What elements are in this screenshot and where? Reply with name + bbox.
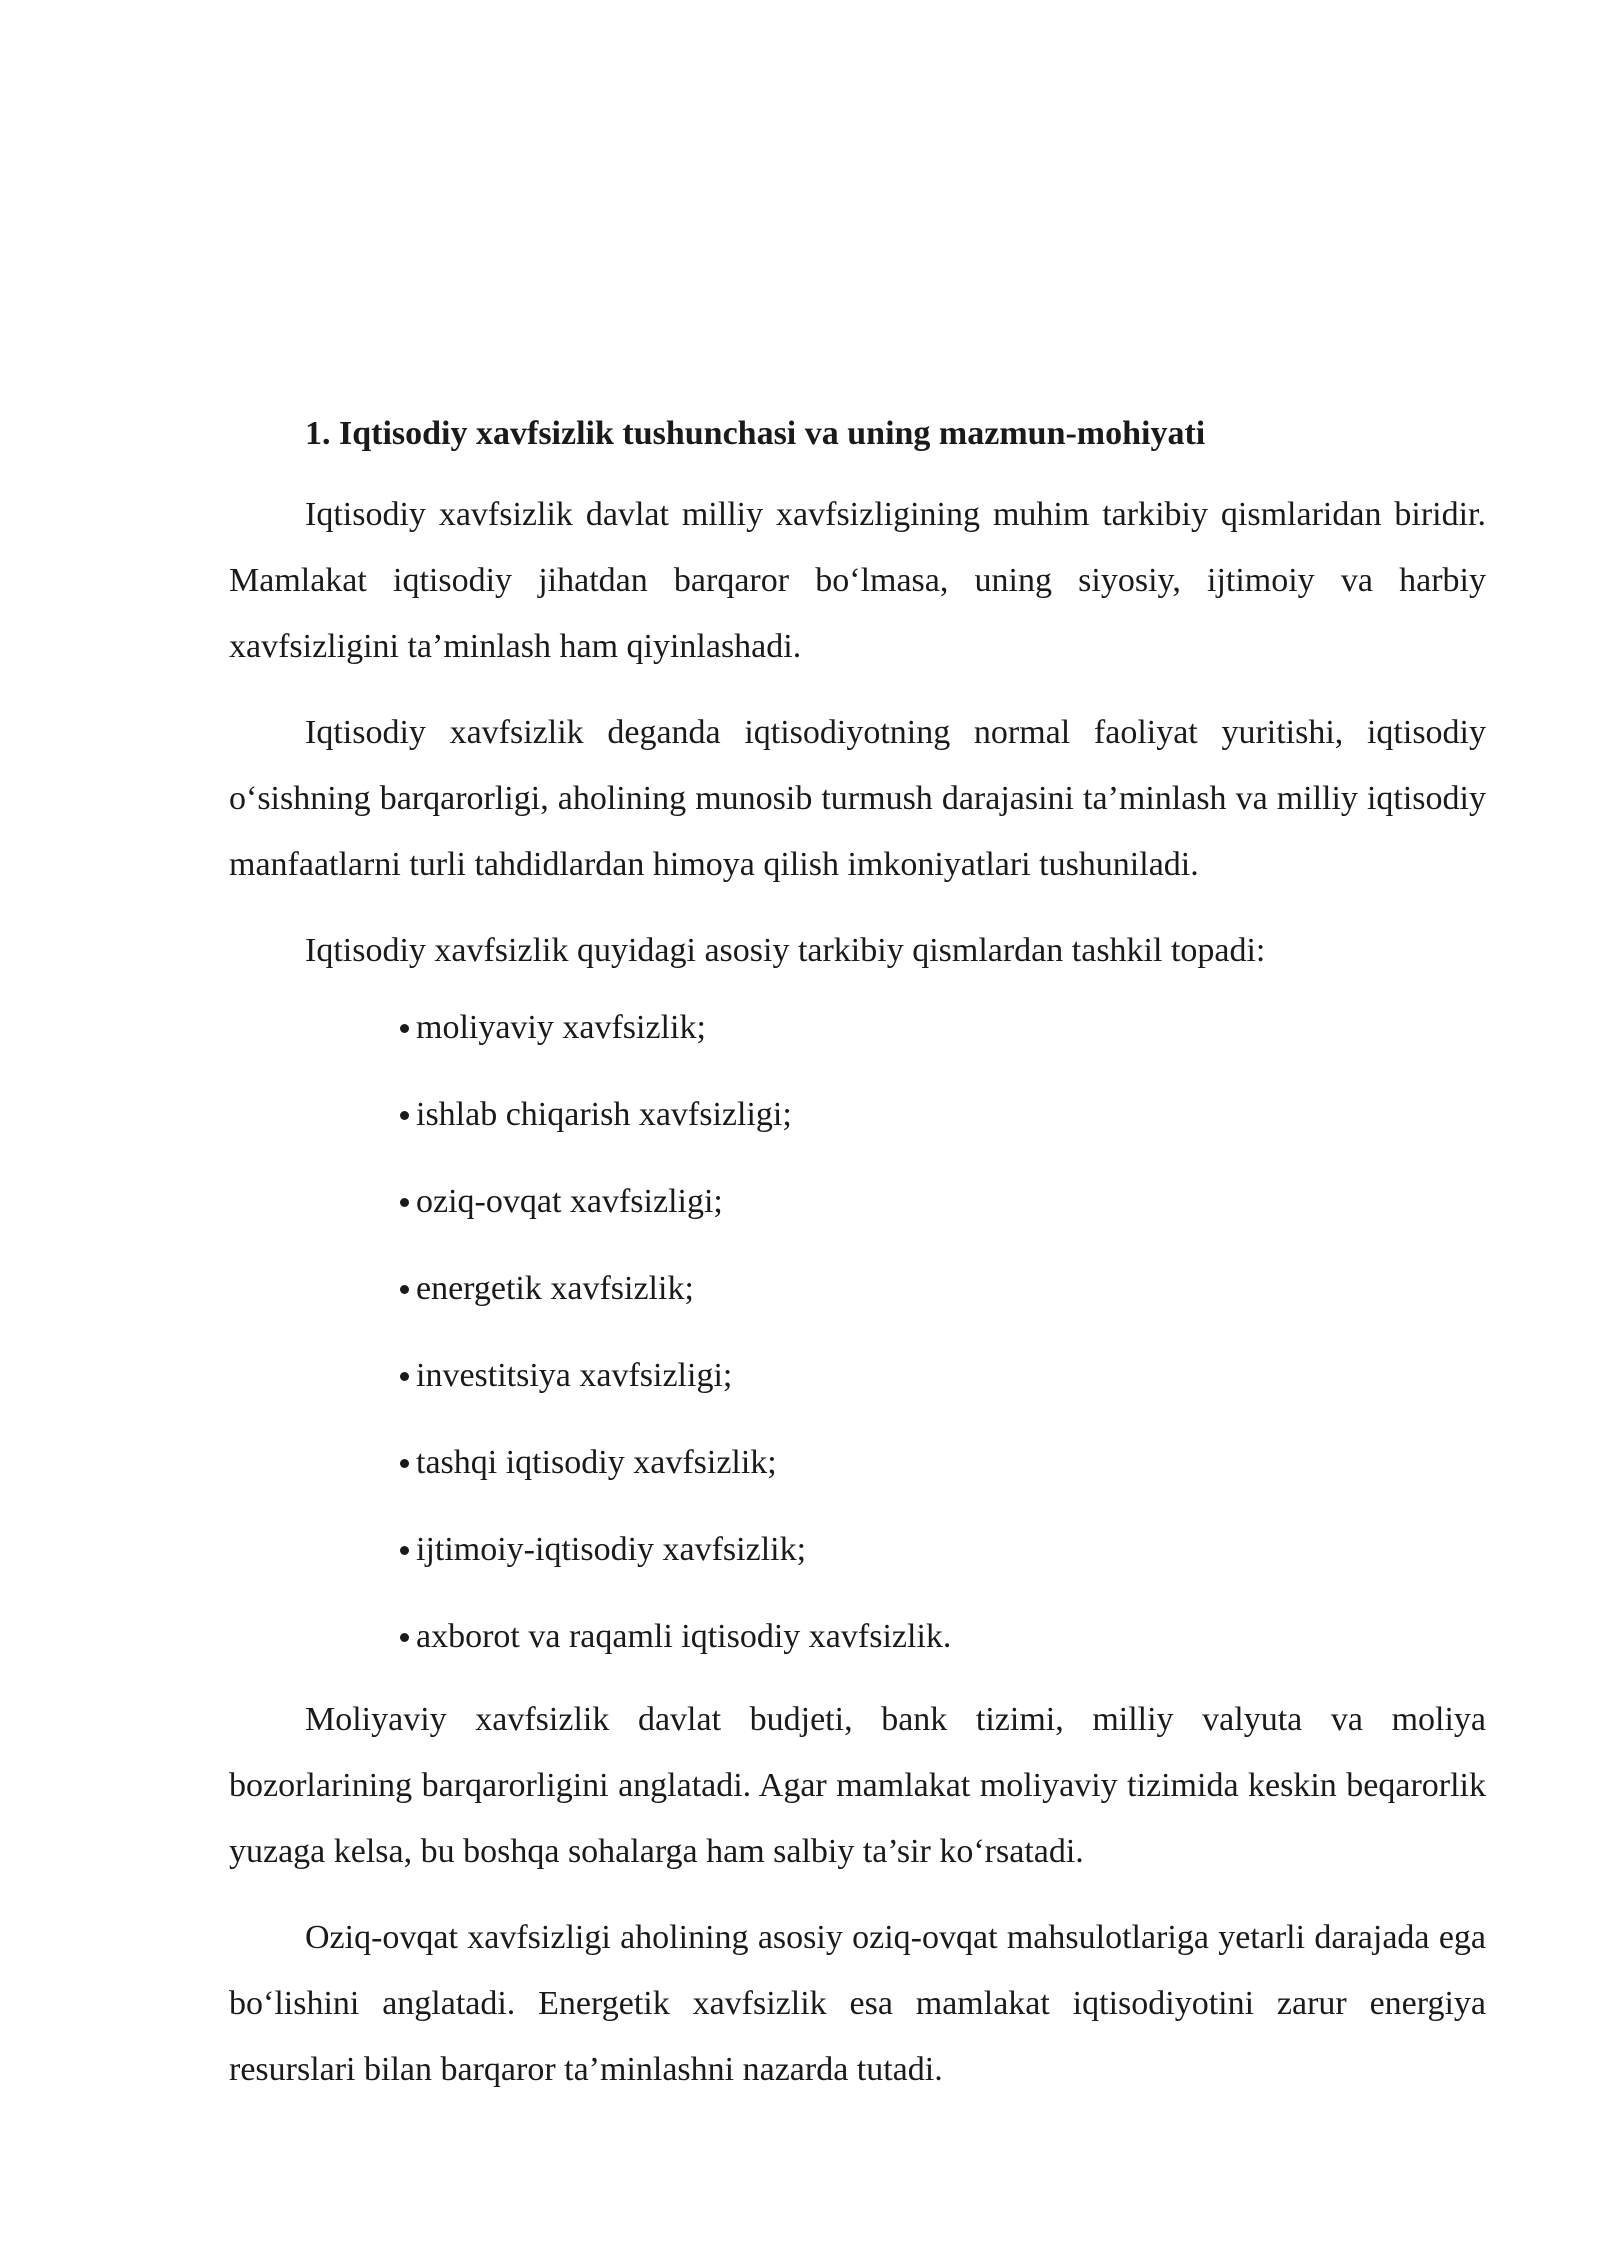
- paragraph-2: Iqtisodiy xavfsizlik deganda iqtisodiyotning normal faoliyat yuritishi, iqtisodiy o‘sishning barqarorligi, aholining munosib turmush darajasini ta’minlash va milliy iqtisodiy manfaatlarni turli tahdidlardan himoya qilish imkoniyatlari tushuniladi.: [229, 714, 1486, 883]
- section-heading: 1. Iqtisodiy xavfsizlik tushunchasi va uning mazmun-mohiyati: [305, 415, 1206, 452]
- list-item: [400, 1613, 1486, 1661]
- list-item-text: ijtimoiy-iqtisodiy xavfsizlik;: [416, 1531, 807, 1568]
- list-item-text: tashqi iqtisodiy xavfsizlik;: [416, 1444, 777, 1481]
- paragraph-5: Oziq-ovqat xavfsizligi aholining asosiy oziq-ovqat mahsulotlariga yetarli darajada ega bo‘lishini anglatadi. Energetik xavfsizlik esa mamlakat iqtisodiyotini zarur energiya resurslari bilan barqaror ta’minlashni nazarda tutadi.: [229, 1919, 1486, 2088]
- list-item-text: investitsiya xavfsizligi;: [416, 1357, 733, 1394]
- bullet-icon: [400, 1111, 409, 1120]
- list-item-text: moliyaviy xavfsizlik;: [416, 1009, 706, 1046]
- paragraph-1: Iqtisodiy xavfsizlik davlat milliy xavfsizligining muhim tarkibiy qismlaridan biridir. Mamlakat iqtisodiy jihatdan barqaror bo‘lmasa, uning siyosiy, ijtimoiy va harbiy xavfsizligini ta’minlash ham qiyinlashadi.: [229, 496, 1486, 665]
- list-item: [400, 1352, 1486, 1400]
- bullet-icon: [400, 1633, 409, 1642]
- document-page: [229, 410, 1486, 2123]
- list-item-text: axborot va raqamli iqtisodiy xavfsizlik.: [416, 1618, 952, 1655]
- list-item: [400, 1004, 1486, 1052]
- list-item-text: energetik xavfsizlik;: [416, 1270, 694, 1307]
- list-item-text: ishlab chiqarish xavfsizligi;: [416, 1096, 792, 1133]
- list-item: [400, 1178, 1486, 1226]
- bullet-icon: [400, 1198, 409, 1207]
- list-item: [400, 1526, 1486, 1574]
- paragraph-4: Moliyaviy xavfsizlik davlat budjeti, bank tizimi, milliy valyuta va moliya bozorlarining barqarorligini anglatadi. Agar mamlakat moliyaviy tizimida keskin beqarorlik yuzaga kelsa, bu boshqa sohalarga ham salbiy ta’sir ko‘rsatadi.: [229, 1701, 1486, 1870]
- list-item: [400, 1091, 1486, 1139]
- list-item-text: oziq-ovqat xavfsizligi;: [416, 1183, 723, 1220]
- bullet-icon: [400, 1285, 409, 1294]
- paragraph-3: Iqtisodiy xavfsizlik quyidagi asosiy tarkibiy qismlardan tashkil topadi:: [305, 932, 1266, 969]
- bullet-icon: [400, 1546, 409, 1555]
- bullet-icon: [400, 1024, 409, 1033]
- bullet-icon: [400, 1372, 409, 1381]
- components-list: [229, 1004, 1486, 1661]
- bullet-icon: [400, 1459, 409, 1468]
- list-item: [400, 1439, 1486, 1487]
- list-item: [400, 1265, 1486, 1313]
